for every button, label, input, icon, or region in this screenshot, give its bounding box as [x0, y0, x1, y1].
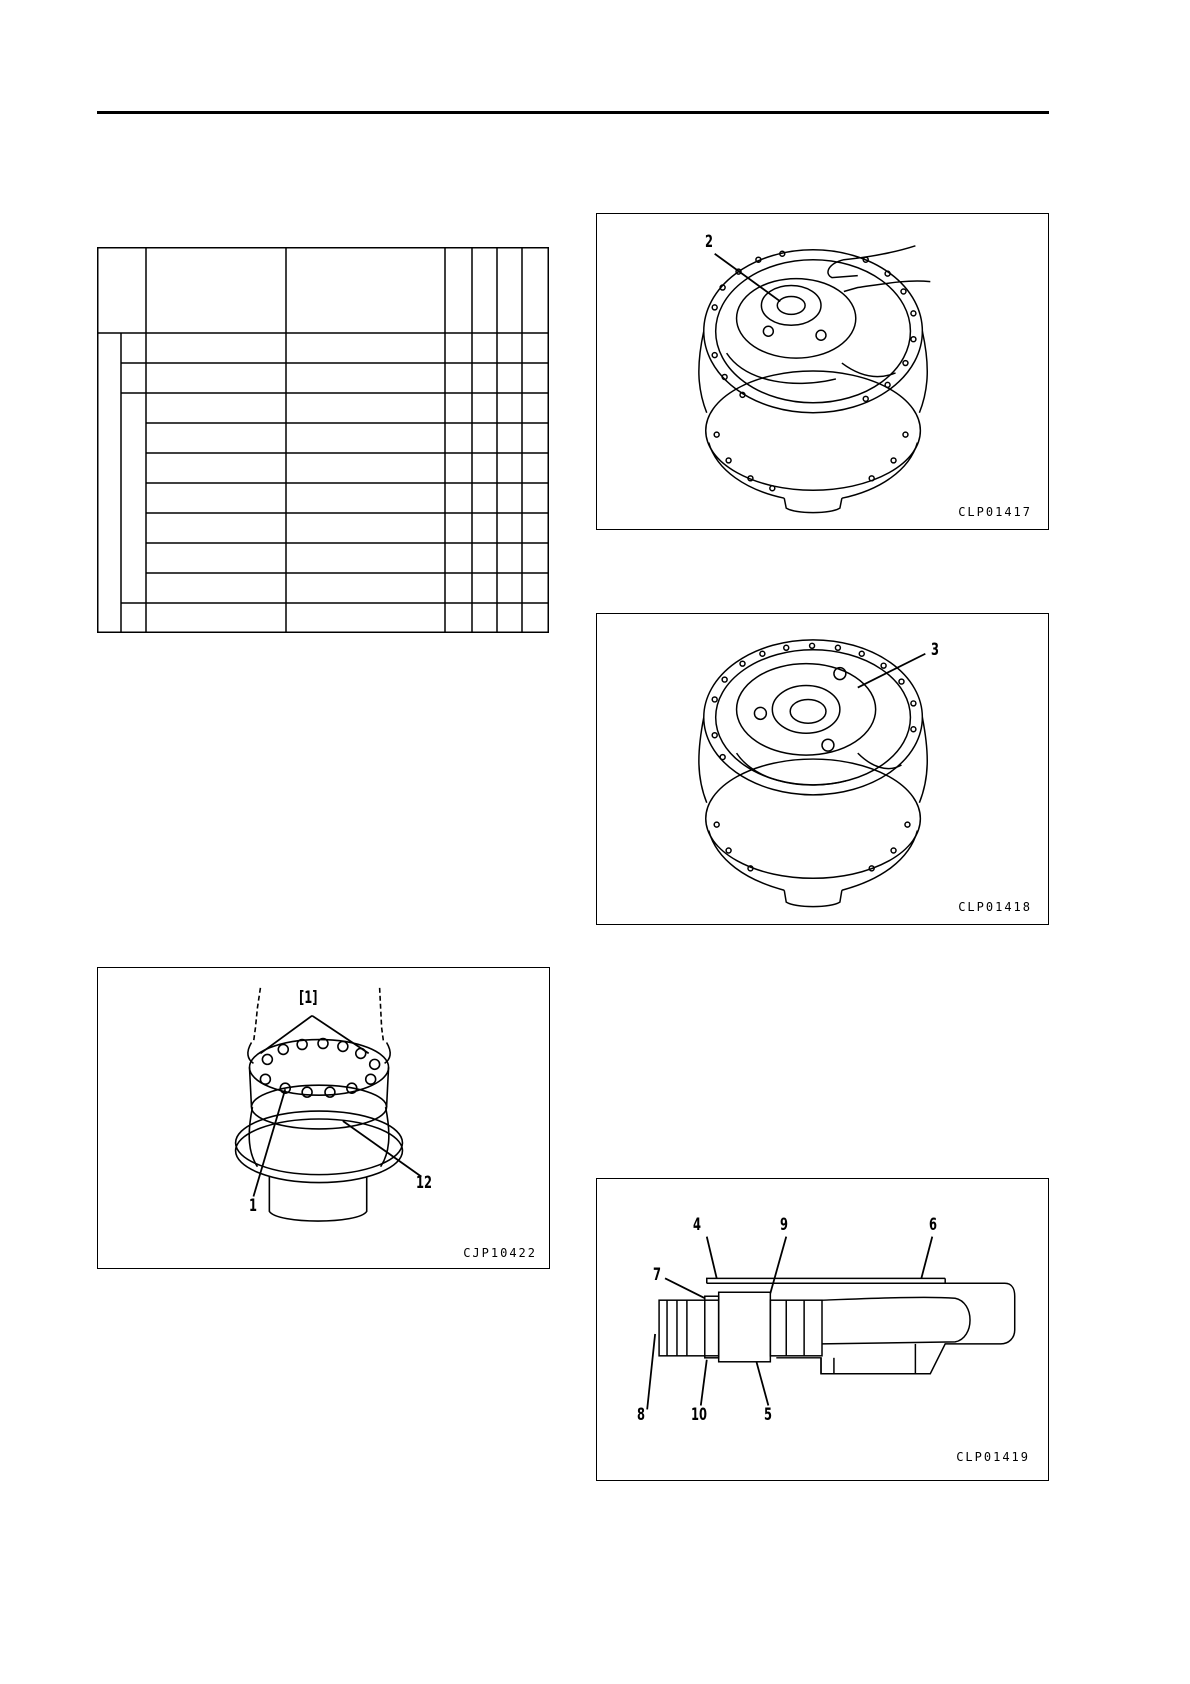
- figure-hoist-final-drive: [97, 967, 550, 1269]
- header-rule: [97, 111, 1049, 114]
- figure-code: CLP01418: [958, 900, 1032, 914]
- callout-3: 3: [931, 640, 939, 660]
- special-tools-table-grid: [97, 247, 549, 633]
- callout-7: 7: [653, 1265, 661, 1285]
- callout-8: 8: [637, 1405, 645, 1425]
- final-drive-part-3-illustration: [597, 614, 1048, 924]
- callout-6: 6: [929, 1215, 937, 1235]
- callout-tool-1: [1]: [299, 988, 318, 1008]
- callout-2: 2: [705, 232, 713, 252]
- callout-12: 12: [416, 1173, 432, 1193]
- final-drive-hoist-illustration: [98, 968, 549, 1268]
- figure-code: CLP01417: [958, 505, 1032, 519]
- callout-5: 5: [764, 1405, 772, 1425]
- figure-gear-section: [596, 1178, 1049, 1481]
- callout-10: 10: [691, 1405, 707, 1425]
- figure-remove-part-2: [596, 213, 1049, 530]
- callout-1: 1: [249, 1196, 257, 1216]
- figure-code: CLP01419: [956, 1450, 1030, 1464]
- figure-code: CJP10422: [463, 1246, 537, 1260]
- callout-4: 4: [693, 1215, 701, 1235]
- planetary-gear-section-illustration: [597, 1179, 1048, 1480]
- final-drive-part-2-illustration: [597, 214, 1048, 529]
- callout-9: 9: [780, 1215, 788, 1235]
- special-tools-table: [97, 247, 549, 633]
- figure-remove-part-3: [596, 613, 1049, 925]
